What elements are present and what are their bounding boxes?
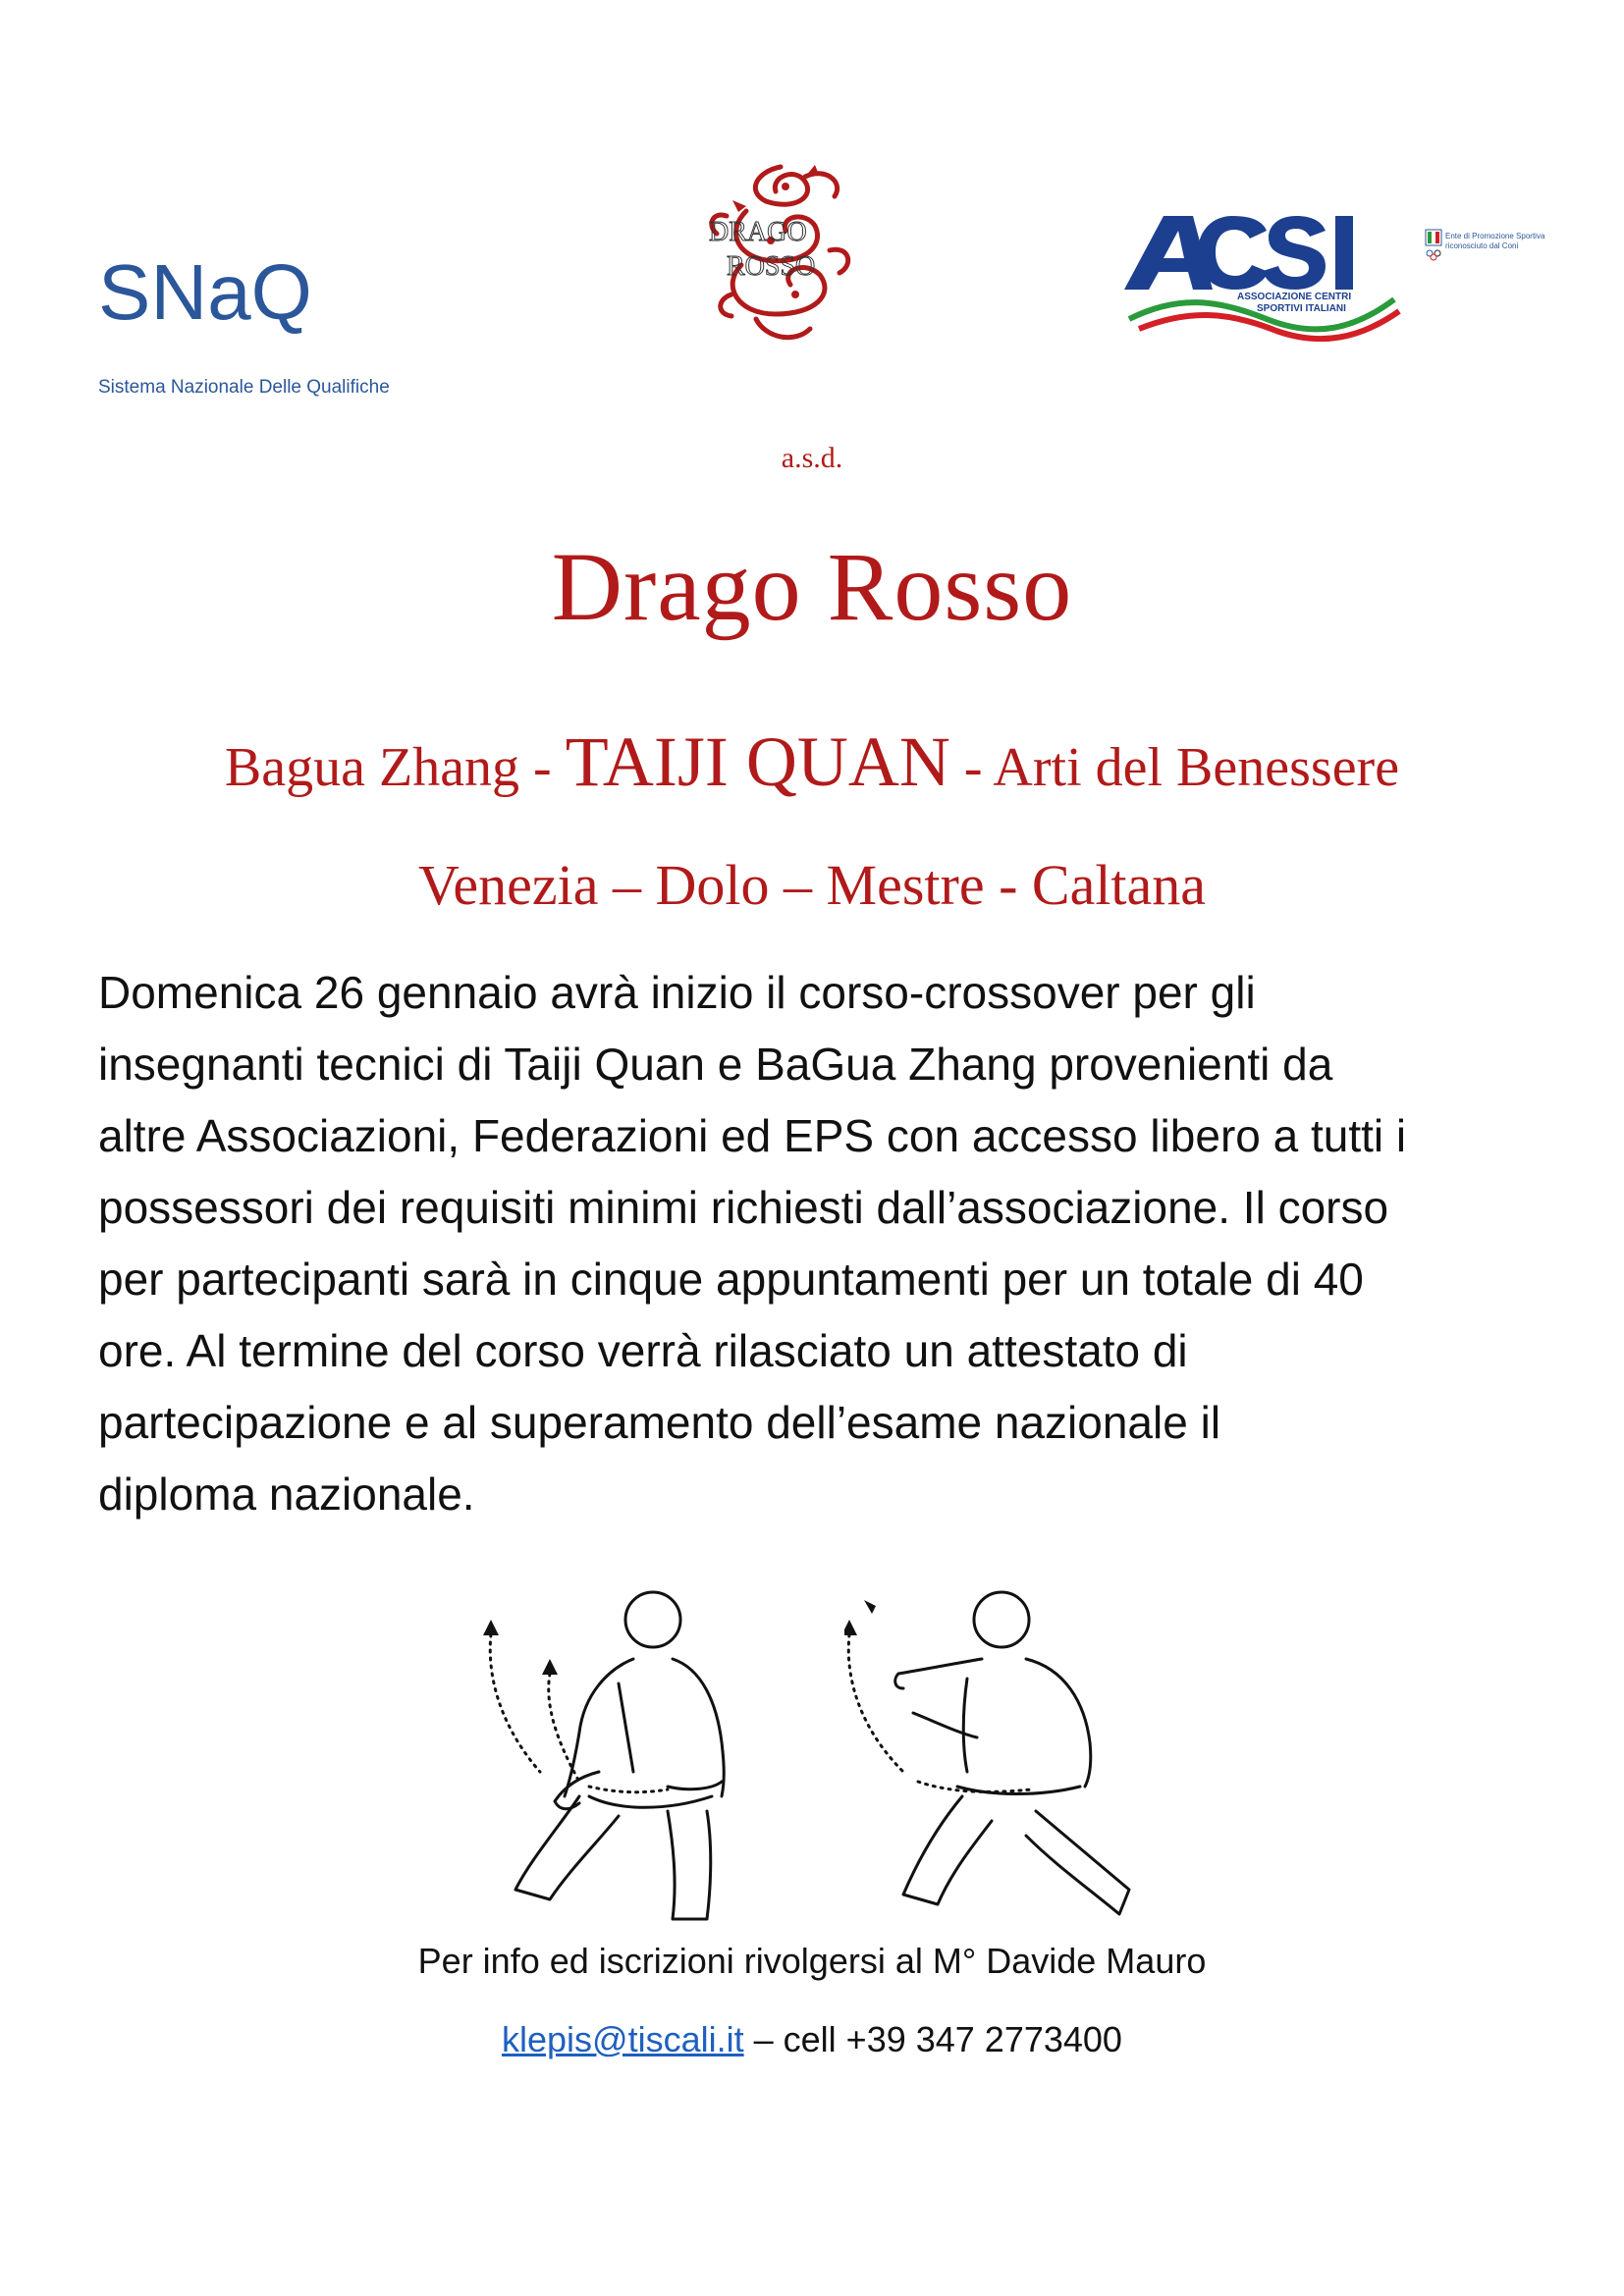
disciplines-left: Bagua Zhang - <box>224 737 566 798</box>
email-link[interactable]: klepis@tiscali.it <box>502 2019 744 2059</box>
contact-line <box>0 2019 1624 2060</box>
paragraph-line: per partecipanti sarà in cinque appuntamenti per un totale di 40 <box>98 1254 1364 1305</box>
paragraph-line: partecipazione e al superamento dell’esame nazionale il <box>98 1397 1221 1448</box>
paragraph-line: insegnanti tecnici di Taiji Quan e BaGua Zhang provenienti da <box>98 1039 1333 1090</box>
acsi-subtext-2: SPORTIVI ITALIANI <box>1257 303 1346 314</box>
paragraph-line: ore. Al termine del corso verrà rilasciato un attestato di <box>98 1325 1188 1376</box>
paragraph-line: altre Associazioni, Federazioni ed EPS con accesso libero a tutti i <box>98 1110 1407 1161</box>
disciplines-main: TAIJI QUAN <box>565 722 950 801</box>
dragon-logo-text-2: ROSSO <box>727 251 816 282</box>
paragraph-line: possessori dei requisiti minimi richiesti dall’associazione. Il corso <box>98 1182 1389 1233</box>
disciplines-right: - Arti del Benessere <box>949 737 1400 798</box>
asd-label: a.s.d. <box>781 442 843 474</box>
announcement-paragraph <box>98 957 1551 1530</box>
coni-text-2: riconosciuto dal Coni <box>1445 241 1519 250</box>
coni-text-1: Ente di Promozione Sportiva <box>1445 232 1545 240</box>
snaq-subtitle: Sistema Nazionale Delle Qualifiche <box>98 377 390 398</box>
snaq-title: SNaQ <box>98 248 312 336</box>
phone-text: – cell +39 347 2773400 <box>743 2019 1122 2059</box>
info-line: Per info ed iscrizioni rivolgersi al M° Davide Mauro <box>417 1941 1207 1981</box>
drago-rosso-logo <box>687 157 874 348</box>
paragraph-line: Domenica 26 gennaio avrà inizio il corso-crossover per gli <box>98 967 1256 1018</box>
taichi-figure-illustration-2 <box>844 1575 1198 1939</box>
disciplines-heading <box>0 721 1624 803</box>
coni-shield-icon <box>1424 228 1443 267</box>
taichi-figure-illustration-1 <box>471 1575 766 1939</box>
acsi-subtext-1: ASSOCIAZIONE CENTRI <box>1237 292 1352 302</box>
places-heading: Venezia – Dolo – Mestre - Caltana <box>417 853 1207 917</box>
page-title: Drago Rosso <box>551 532 1073 641</box>
paragraph-line: diploma nazionale. <box>98 1468 475 1520</box>
acsi-logo <box>1119 201 1404 344</box>
coni-badge <box>1424 228 1551 277</box>
dragon-logo-text-1: DRAGO <box>709 217 807 247</box>
